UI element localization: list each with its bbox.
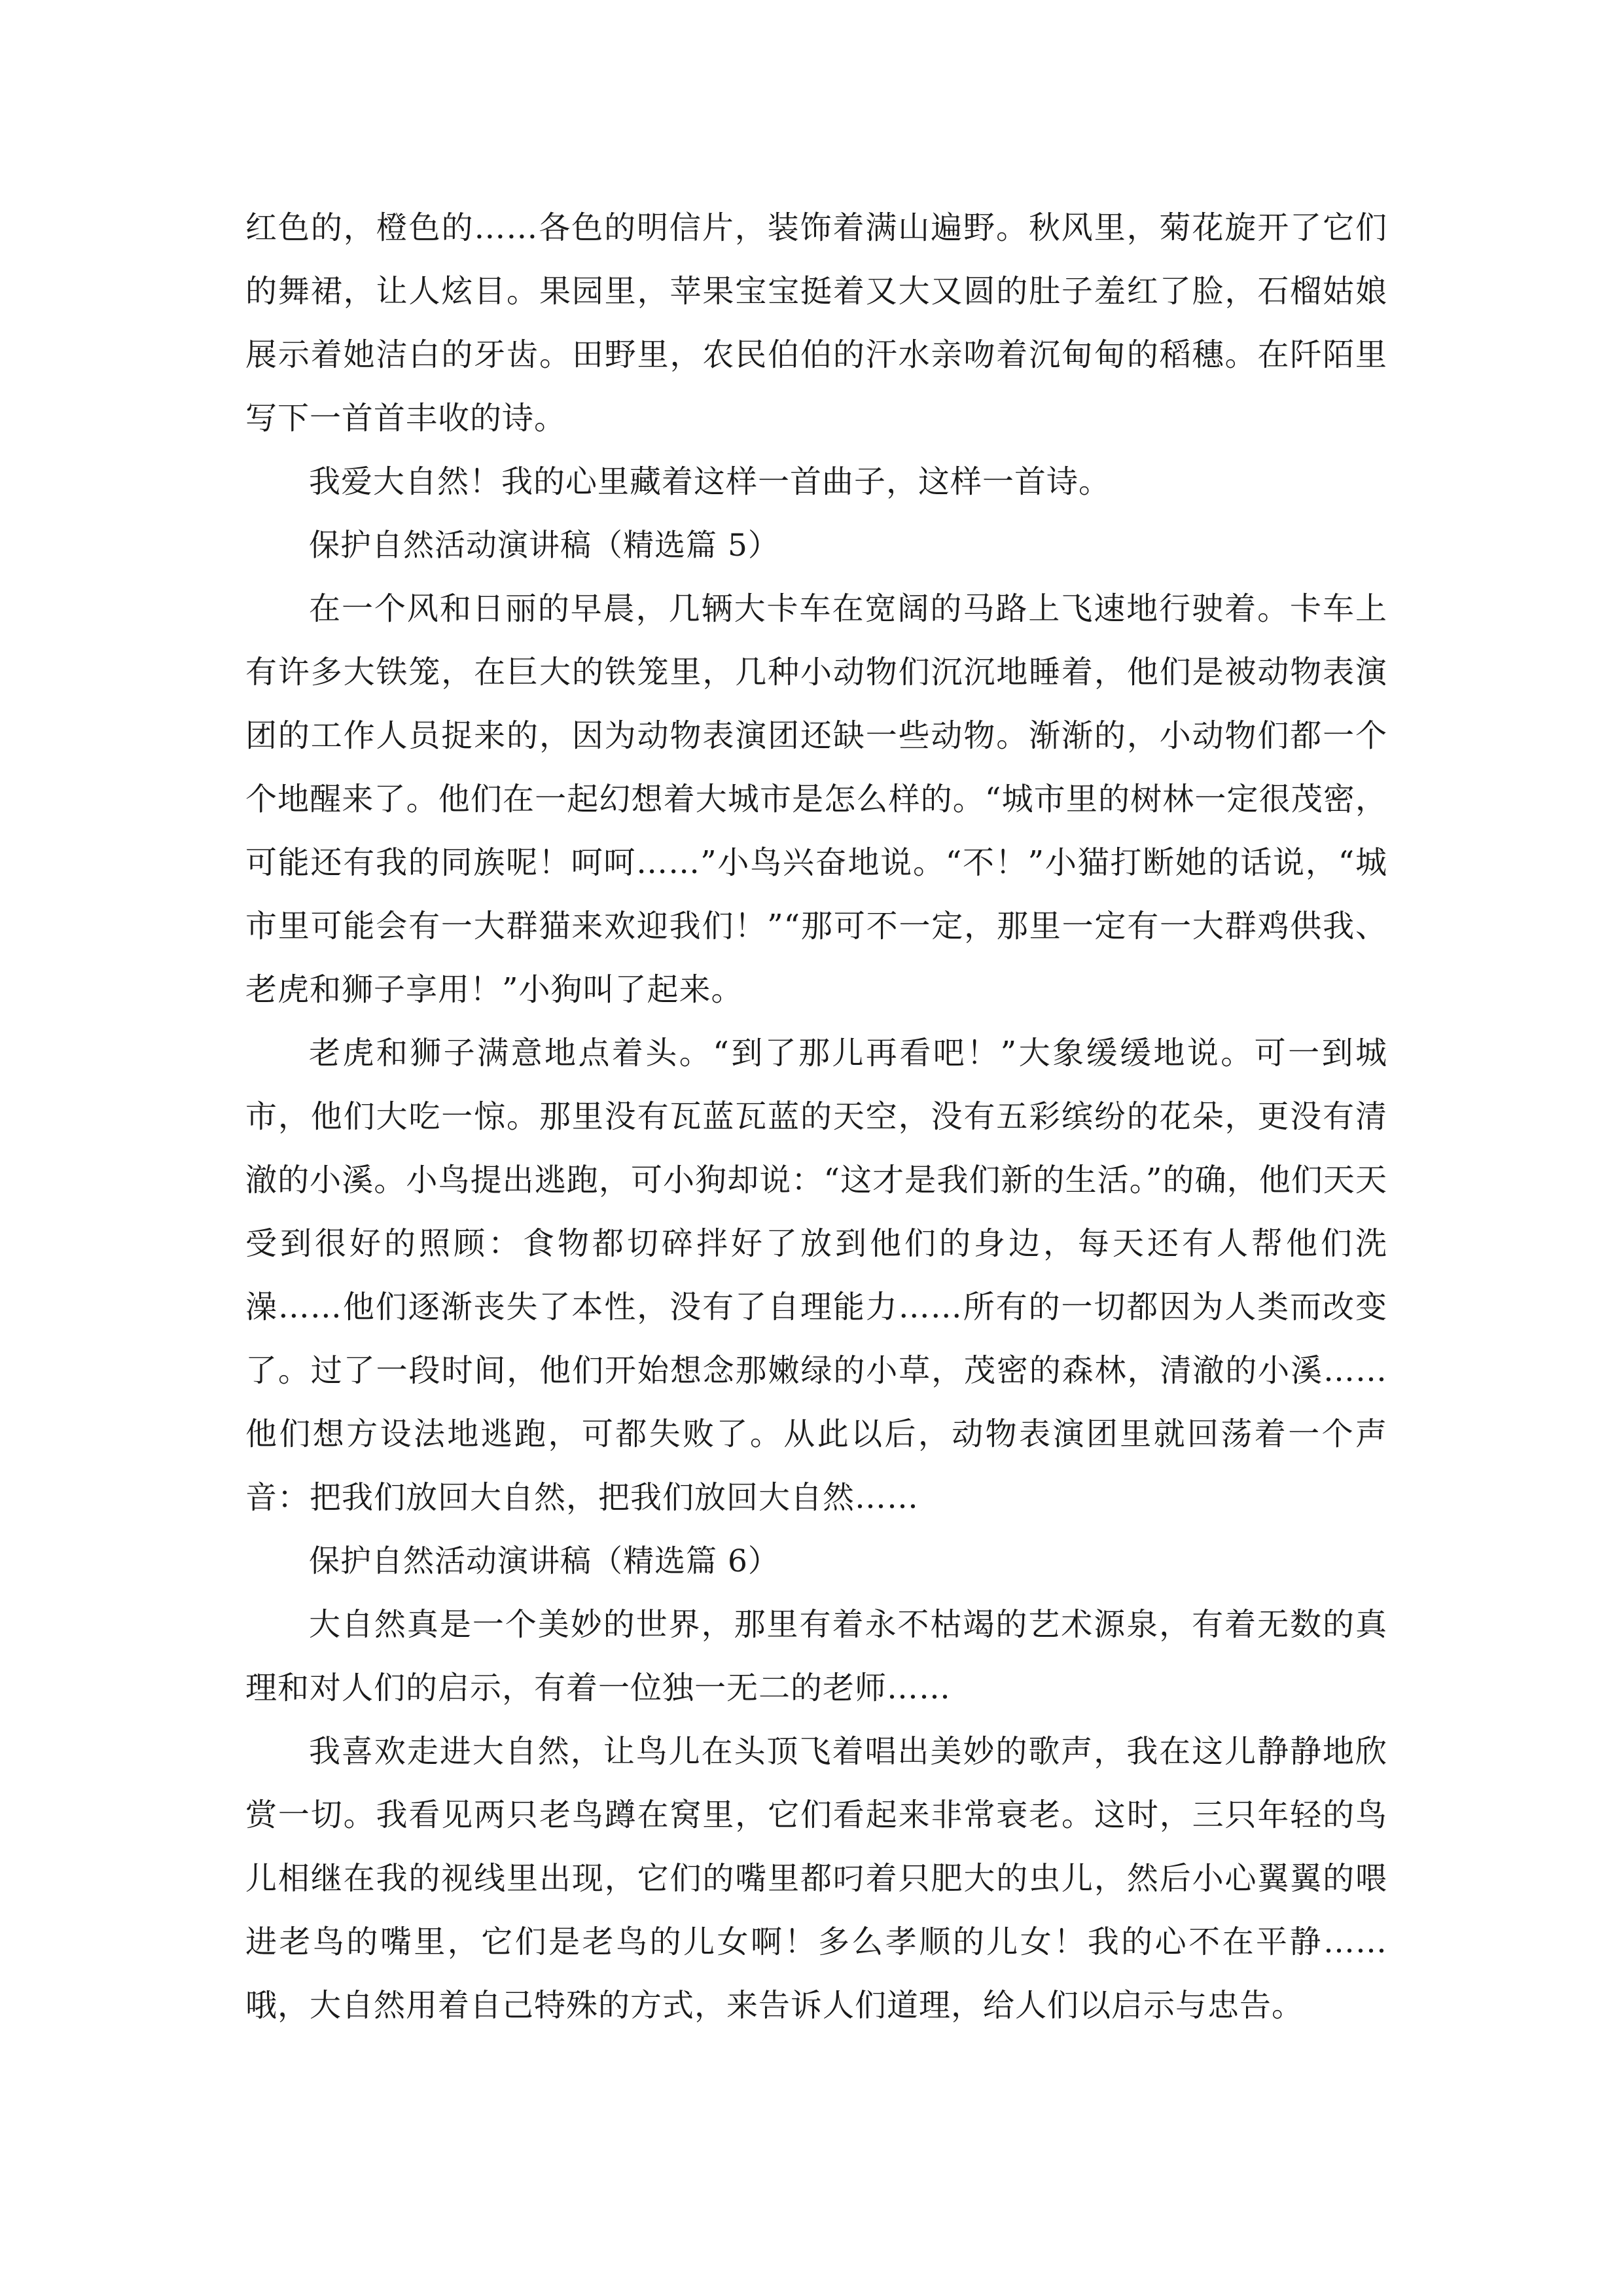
document-page [245, 196, 1387, 2037]
paragraph-continuation: 红色的，橙色的……各色的明信片，装饰着满山遍野。秋风里，菊花旋开了它们的舞裙，让人炫目。果园里，苹果宝宝挺着又大又圆的肚子羞红了脸，石榴姑娘展示着她洁白的牙齿。田野里，农民伯伯的汗水亲吻着沉甸甸的稻穗。在阡陌里写下一首首丰收的诗。 [245, 209, 1387, 437]
paragraph-birds: 我喜欢走进大自然，让鸟儿在头顶飞着唱出美妙的歌声，我在这儿静静地欣赏一切。我看见两只老鸟蹲在窝里，它们看起来非常衰老。这时，三只年轻的鸟儿相继在我的视线里出现，它们的嘴里都叼着只肥大的虫儿，然后小心翼翼的喂进老鸟的嘴里，它们是老鸟的儿女啊！多么孝顺的儿女！我的心不在平静……哦，大自然用着自己特殊的方式，来告诉人们道理，给人们以启示与忠告。 [245, 1733, 1387, 2024]
paragraph-love-nature: 我爱大自然！我的心里藏着这样一首曲子，这样一首诗。 [309, 463, 1111, 500]
paragraph-wonderful-world: 大自然真是一个美妙的世界，那里有着永不枯竭的艺术源泉，有着无数的真理和对人们的启示，有着一位独一无二的老师…… [245, 1606, 1387, 1706]
paragraph-trucks-animals: 在一个风和日丽的早晨，几辆大卡车在宽阔的马路上飞速地行驶着。卡车上有许多大铁笼，在巨大的铁笼里，几种小动物们沉沉地睡着，他们是被动物表演团的工作人员捉来的，因为动物表演团还缺一些动物。渐渐的，小动物们都一个个地醒来了。他们在一起幻想着大城市是怎么样的。“城市里的树林一定很茂密，可能还有我的同族呢！呵呵……”小鸟兴奋地说。“不！”小猫打断她的话说，“城市里可能会有一大群猫来欢迎我们！”“那可不一定，那里一定有一大群鸡供我、老虎和狮子享用！”小狗叫了起来。 [245, 590, 1387, 1008]
section-heading-5: 保护自然活动演讲稿（精选篇 5） [309, 528, 779, 564]
section-heading-6: 保护自然活动演讲稿（精选篇 6） [309, 1543, 779, 1579]
paragraph-city-life: 老虎和狮子满意地点着头。“到了那儿再看吧！”大象缓缓地说。可一到城市，他们大吃一惊。那里没有瓦蓝瓦蓝的天空，没有五彩缤纷的花朵，更没有清澈的小溪。小鸟提出逃跑，可小狗却说：“这才是我们新的生活。”的确，他们天天受到很好的照顾：食物都切碎拌好了放到他们的身边，每天还有人帮他们洗澡……他们逐渐丧失了本性，没有了自理能力……所有的一切都因为人类而改变了。过了一段时间，他们开始想念那嫩绿的小草，茂密的森林，清澈的小溪……他们想方设法地逃跑，可都失败了。从此以后，动物表演团里就回荡着一个声音：把我们放回大自然，把我们放回大自然…… [245, 1035, 1387, 1516]
